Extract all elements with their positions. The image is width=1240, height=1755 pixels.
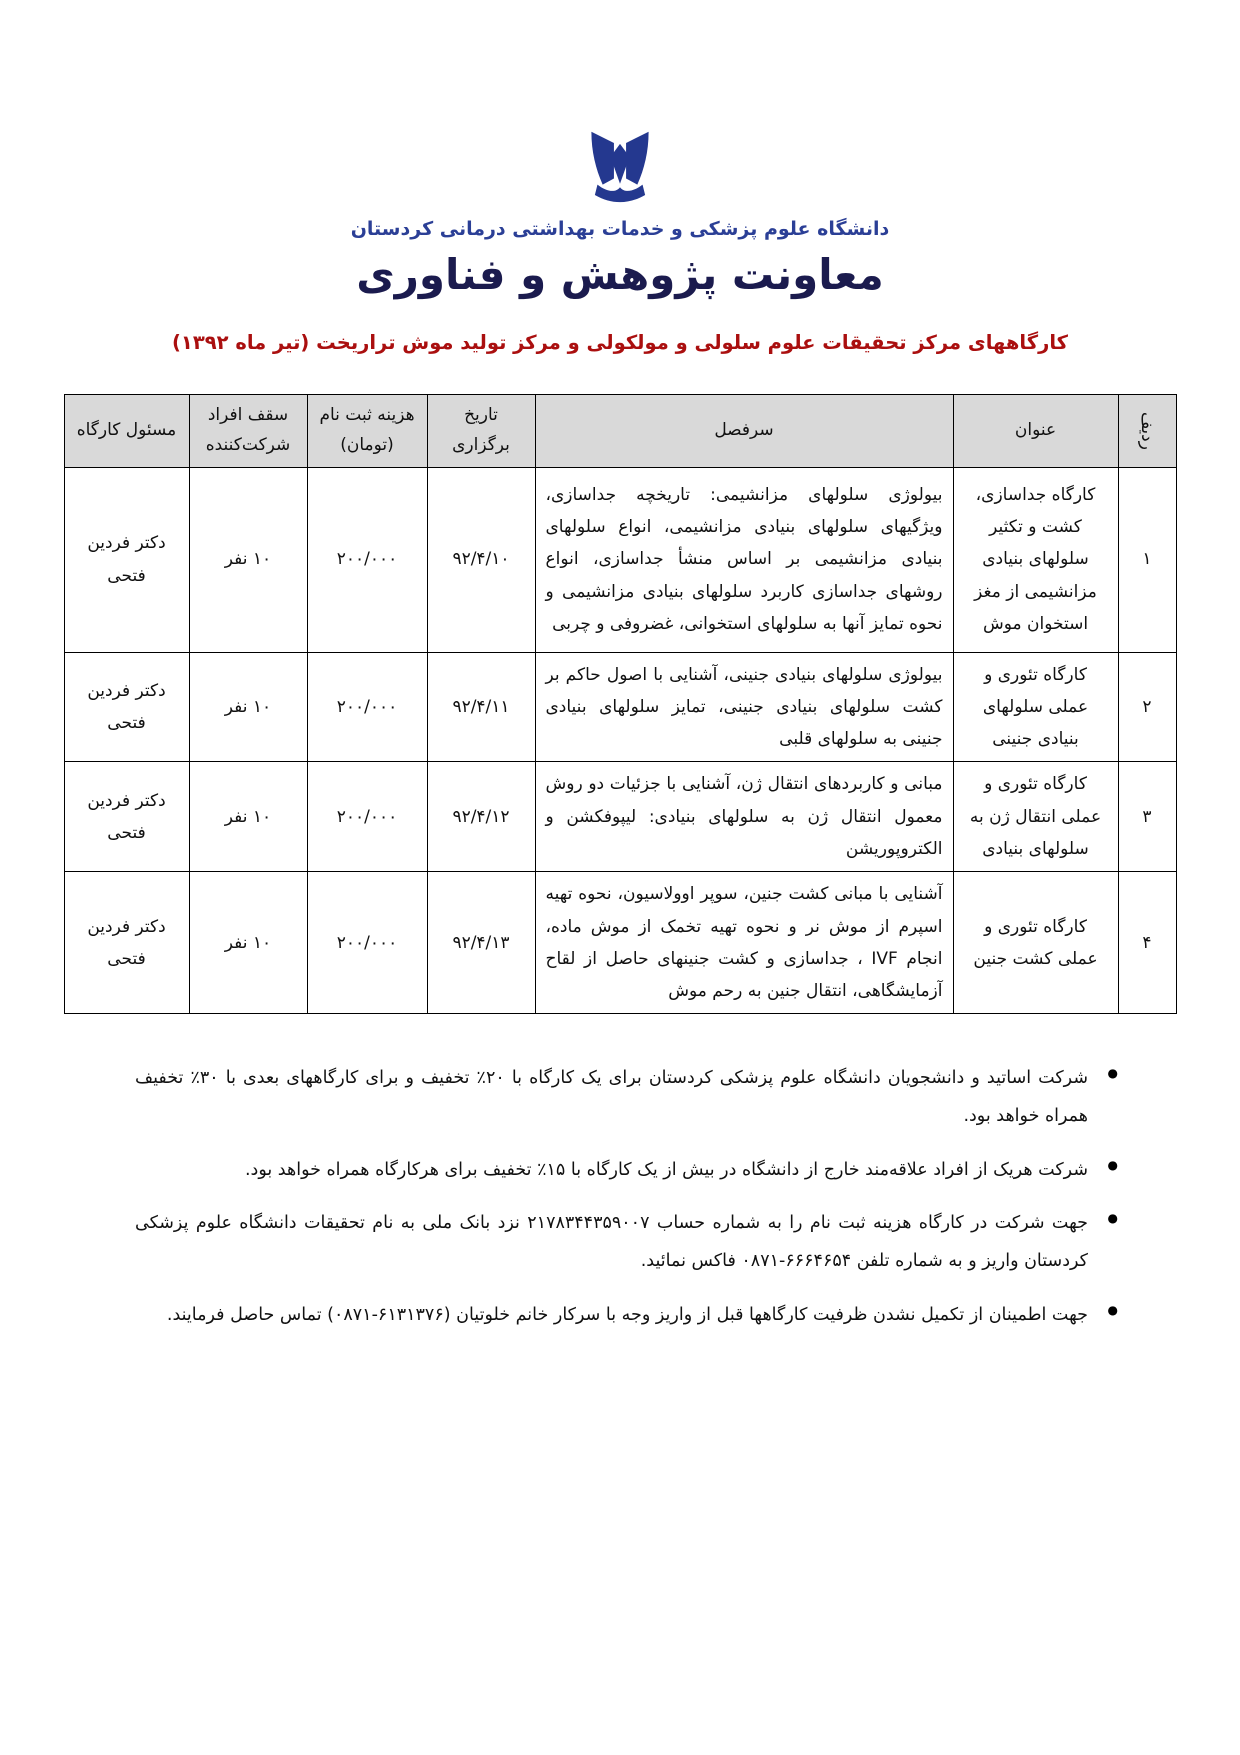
col-header-capacity: سقف افراد شرکت‌کننده <box>189 395 307 468</box>
cell-syllabus: آشنایی با مبانی کشت جنین، سوپر اوولاسیون، نحوه تهیه اسپرم از موش نر و نحوه تهیه تخمک از موش ماده، انجام IVF ، جداسازی و کشت جنینهای حاصل از لقاح آزمایشگاهی، انتقال جنین به رحم موش <box>535 872 953 1014</box>
cell-row-no: ۳ <box>1118 762 1176 872</box>
cell-workshop-title: کارگاه جداسازی، کشت و تکثیر سلولهای بنیادی مزانشیمی از مغز استخوان موش <box>953 467 1118 652</box>
col-header-supervisor: مسئول کارگاه <box>64 395 189 468</box>
cell-fee: ۲۰۰/۰۰۰ <box>307 652 427 762</box>
cell-date: ۹۲/۴/۱۱ <box>427 652 535 762</box>
col-header-date: تاریخ برگزاری <box>427 395 535 468</box>
cell-capacity: ۱۰ نفر <box>189 872 307 1014</box>
note-item <box>135 1152 1120 1190</box>
cell-row-no: ۲ <box>1118 652 1176 762</box>
cell-capacity: ۱۰ نفر <box>189 652 307 762</box>
cell-syllabus: مبانی و کاربردهای انتقال ژن، آشنایی با جزئیات دو روش معمول انتقال ژن به سلولهای بنیادی: لیپوفکشن و الکتروپوریشن <box>535 762 953 872</box>
cell-fee: ۲۰۰/۰۰۰ <box>307 467 427 652</box>
university-name-calligraphy: دانشگاه علوم پزشکی و خدمات بهداشتی درمانی کردستان <box>350 218 890 240</box>
table-row <box>64 652 1176 762</box>
cell-supervisor: دکتر فردین فتحی <box>64 467 189 652</box>
cell-supervisor: دکتر فردین فتحی <box>64 872 189 1014</box>
deputy-name-calligraphy: معاونت پژوهش و فناوری <box>356 250 884 299</box>
cell-workshop-title: کارگاه تئوری و عملی انتقال ژن به سلولهای بنیادی <box>953 762 1118 872</box>
cell-date: ۹۲/۴/۱۳ <box>427 872 535 1014</box>
cell-capacity: ۱۰ نفر <box>189 467 307 652</box>
note-text: جهت شرکت در کارگاه هزینه ثبت نام را به شماره حساب ۲۱۷۸۳۴۴۳۵۹۰۰۷ نزد بانک ملی به نام تحقیقات دانشگاه علوم پزشکی کردستان واریز و به شماره تلفن ۶۶۶۴۶۵۴-۰۸۷۱ فاکس نمائید. <box>135 1213 1089 1271</box>
cell-supervisor: دکتر فردین فتحی <box>64 762 189 872</box>
letterhead <box>0 0 1240 299</box>
cell-date: ۹۲/۴/۱۲ <box>427 762 535 872</box>
workshops-table <box>64 394 1177 1014</box>
col-header-title: عنوان <box>953 395 1118 468</box>
cell-workshop-title: کارگاه تئوری و عملی کشت جنین <box>953 872 1118 1014</box>
cell-syllabus: بیولوژی سلولهای مزانشیمی: تاریخچه جداسازی، ویژگیهای سلولهای بنیادی مزانشیمی، انواع سلولهای بنیادی مزانشیمی بر اساس منشأ جداسازی، انواع روشهای جداسازی کاربرد سلولهای بنیادی مزانشیمی و نحوه تمایز آنها به سلولهای استخوانی، غضروفی و چربی <box>535 467 953 652</box>
col-header-syllabus: سرفصل <box>535 395 953 468</box>
page-title: کارگاههای مرکز تحقیقات علوم سلولی و مولکولی و مرکز تولید موش تراریخت (تیر ماه ۱۳۹۲) <box>172 331 1068 354</box>
cell-fee: ۲۰۰/۰۰۰ <box>307 872 427 1014</box>
table-row <box>64 872 1176 1014</box>
table-row <box>64 467 1176 652</box>
col-header-fee: هزینه ثبت نام (تومان) <box>307 395 427 468</box>
note-item <box>135 1297 1120 1335</box>
cell-syllabus: بیولوژی سلولهای بنیادی جنینی، آشنایی با اصول حاکم بر کشت سلولهای بنیادی جنینی، تمایز سلولهای بنیادی جنینی به سلولهای قلبی <box>535 652 953 762</box>
note-text: شرکت هریک از افراد علاقه‌مند خارج از دانشگاه در بیش از یک کارگاه با ۱۵٪ تخفیف برای هرکارگاه همراه خواهد بود. <box>244 1159 1088 1180</box>
note-item <box>135 1060 1120 1135</box>
notes-list <box>135 1060 1120 1334</box>
note-item <box>135 1205 1120 1280</box>
col-header-row-no-label: ردیف <box>1137 411 1158 450</box>
cell-row-no: ۴ <box>1118 872 1176 1014</box>
cell-workshop-title: کارگاه تئوری و عملی سلولهای بنیادی جنینی <box>953 652 1118 762</box>
university-emblem-icon <box>572 130 668 208</box>
note-text: شرکت اساتید و دانشجویان دانشگاه علوم پزشکی کردستان برای یک کارگاه با ۲۰٪ تخفیف و برای کارگاههای بعدی با ۳۰٪ تخفیف همراه خواهد بود. <box>135 1068 1088 1127</box>
table-row <box>64 762 1176 872</box>
cell-fee: ۲۰۰/۰۰۰ <box>307 762 427 872</box>
cell-row-no: ۱ <box>1118 467 1176 652</box>
col-header-row-no <box>1118 395 1176 468</box>
table-header-row <box>64 395 1176 468</box>
cell-capacity: ۱۰ نفر <box>189 762 307 872</box>
cell-date: ۹۲/۴/۱۰ <box>427 467 535 652</box>
cell-supervisor: دکتر فردین فتحی <box>64 652 189 762</box>
note-text: جهت اطمینان از تکمیل نشدن ظرفیت کارگاهها قبل از واریز وجه با سرکار خانم خلوتیان (۶۱۳۱۳۷۶-۰۸۷۱) تماس حاصل فرمایند. <box>166 1304 1088 1325</box>
